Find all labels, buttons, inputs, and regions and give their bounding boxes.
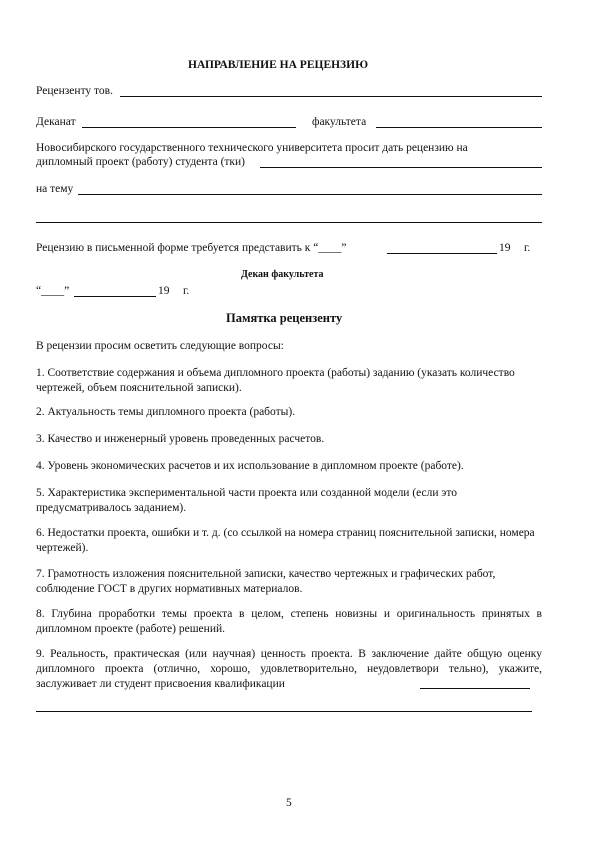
deadline-label: Рецензию в письменной форме требуется представить к “____” <box>36 242 347 254</box>
topic-label: на тему <box>36 183 74 195</box>
topic-field-line2[interactable] <box>36 222 542 223</box>
dean-field[interactable] <box>82 127 296 128</box>
dean-signature-label: Декан факультета <box>241 269 324 280</box>
question-9: 9. Реальность, практическая (или научная) ценность проекта. В заключение дайте общую оценку дипломного проекта (отлично, хорошо, удовлетворительно, неудовлетвори тельно), укажите, заслуживает ли студент присвоения квалификации <box>36 648 542 690</box>
date-prefix: “____” <box>36 285 70 297</box>
memo-title: Памятка рецензенту <box>226 311 343 325</box>
date-year-suffix: г. <box>183 285 190 297</box>
conclusion-field[interactable] <box>36 711 532 712</box>
question-4: 4. Уровень экономических расчетов и их использование в дипломном проекте (работе). <box>36 460 464 472</box>
faculty-label: факультета <box>312 116 367 128</box>
deadline-year: 19 <box>499 242 511 254</box>
question-2: 2. Актуальность темы дипломного проекта (работы). <box>36 406 296 418</box>
page-number: 5 <box>286 797 292 809</box>
question-7: 7. Грамотность изложения пояснительной записки, качество чертежных и графических работ, соблюдение ГОСТ в других нормативных материалов. <box>36 568 496 595</box>
question-5: 5. Характеристика экспериментальной части проекта или созданной модели (если это предусматривалось заданием). <box>36 487 457 514</box>
faculty-field[interactable] <box>376 127 542 128</box>
question-6: 6. Недостатки проекта, ошибки и т. д. (со ссылкой на номера страниц пояснительной записки, номера чертежей). <box>36 527 535 554</box>
university-request-line1: Новосибирского государственного технического университета просит дать рецензию на <box>36 142 468 154</box>
question-3: 3. Качество и инженерный уровень проведенных расчетов. <box>36 433 325 445</box>
topic-field-line1[interactable] <box>78 194 542 195</box>
memo-intro: В рецензии просим осветить следующие вопросы: <box>36 340 284 352</box>
student-name-field[interactable] <box>260 167 542 168</box>
dean-label: Деканат <box>36 116 76 128</box>
deadline-month-field[interactable] <box>387 253 497 254</box>
qualification-field[interactable] <box>420 688 530 689</box>
date-month-field[interactable] <box>74 296 156 297</box>
question-1: 1. Соответствие содержания и объема дипломного проекта (работы) заданию (указать количество чертежей, объем пояснительной записки). <box>36 367 515 394</box>
university-request-line2: дипломный проект (работу) студента (тки) <box>36 156 245 168</box>
document-title: НАПРАВЛЕНИЕ НА РЕЦЕНЗИЮ <box>188 59 369 71</box>
question-8: 8. Глубина проработки темы проекта в целом, степень новизны и оригинальность принятых в дипломном проекте (работе) решений. <box>36 608 542 635</box>
reviewer-label: Рецензенту тов. <box>36 85 113 97</box>
deadline-year-suffix: г. <box>524 242 531 254</box>
reviewer-name-field[interactable] <box>120 96 542 97</box>
date-year: 19 <box>158 285 170 297</box>
